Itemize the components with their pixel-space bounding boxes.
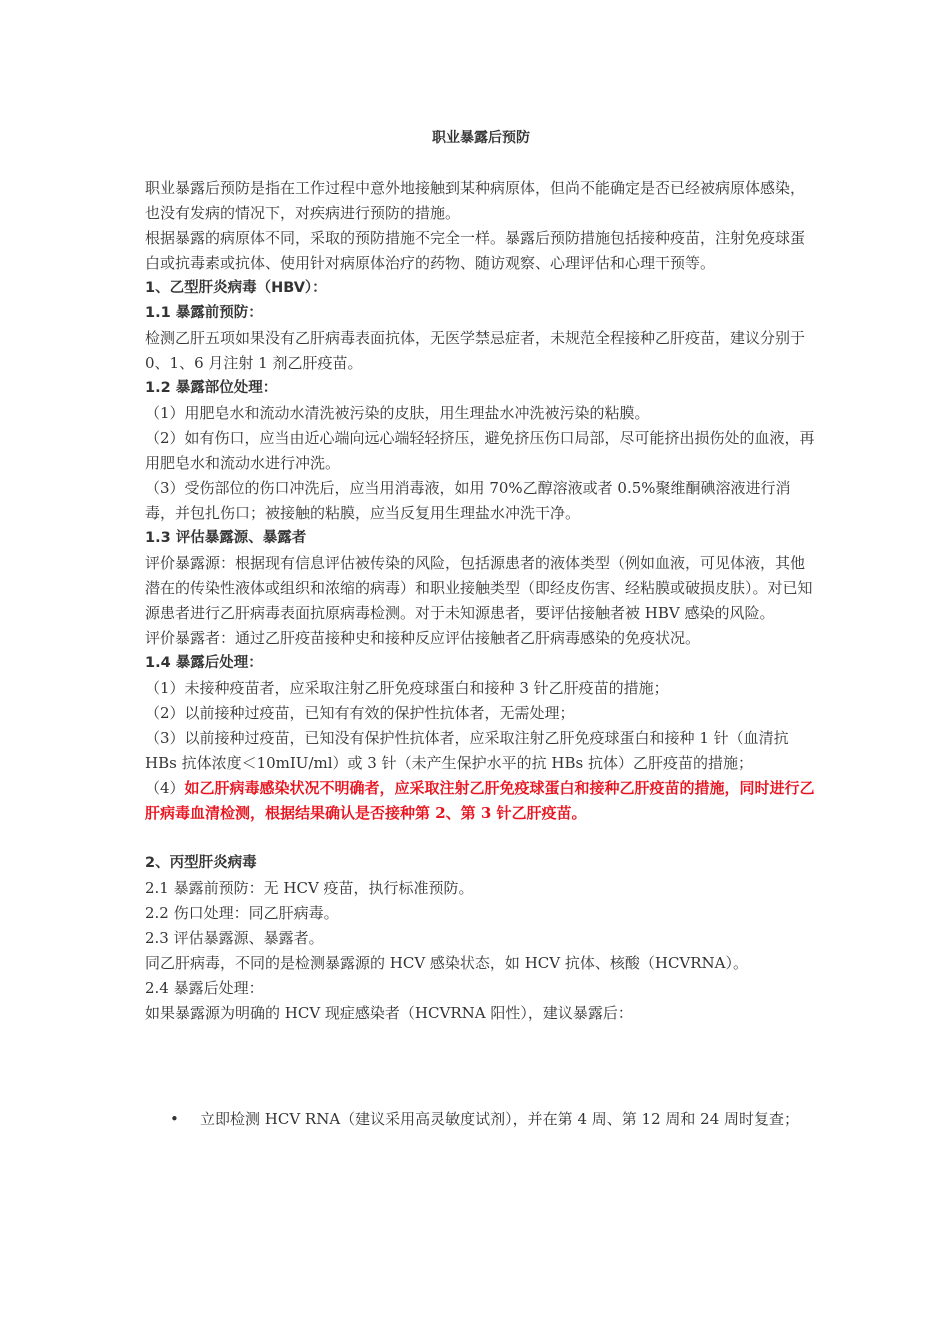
hcv-line-2-3-detail: 同乙肝病毒，不同的是检测暴露源的 HCV 感染状态，如 HCV 抗体、核酸（HCVRNA）。 [145, 954, 748, 972]
hcv-line-2-3: 2.3 评估暴露源、暴露者。 [145, 929, 324, 947]
hcv-bullet-list [145, 1106, 817, 1132]
hcv-line-2-2: 2.2 伤口处理：同乙肝病毒。 [145, 904, 339, 922]
list-item-text: 立即检测 HCV RNA（建议采用高灵敏度试剂），并在第 4 周、第 12 周和 24 周时复查； [200, 1110, 800, 1128]
subsection-1-4-item-2: （2）以前接种过疫苗，已知有有效的保护性抗体者，无需处理； [145, 704, 575, 722]
subsection-1-4-item-1: （1）未接种疫苗者，应采取注射乙肝免疫球蛋白和接种 3 针乙肝疫苗的措施； [145, 679, 669, 697]
subsection-1-2-item-2: （2）如有伤口，应当由近心端向远心端轻轻挤压，避免挤压伤口局部，尽可能挤出损伤处的血液，再用肥皂水和流动水进行冲洗。 [145, 429, 815, 472]
subsection-1-1-heading: 1.1 暴露前预防： [145, 305, 263, 321]
intro-paragraph-2: 根据暴露的病原体不同，采取的预防措施不完全一样。暴露后预防措施包括接种疫苗，注射免疫球蛋白或抗毒素或抗体、使用针对病原体治疗的药物、随访观察、心理评估和心理干预等。 [145, 229, 806, 272]
document-page [145, 128, 817, 1132]
subsection-1-4-item-4 [145, 776, 817, 826]
document-title: 职业暴露后预防 [432, 130, 530, 146]
subsection-1-4-item-3: （3）以前接种过疫苗，已知没有保护性抗体者，应采取注射乙肝免疫球蛋白和接种 1 针（血清抗 HBs 抗体浓度＜10mIU/ml）或 3 针（未产生保护水平的抗 HBs 抗体）乙肝疫苗的措施； [145, 729, 789, 772]
subsection-1-1-text: 检测乙肝五项如果没有乙肝病毒表面抗体，无医学禁忌症者，未规范全程接种乙肝疫苗，建议分别于 0、1、6 月注射 1 剂乙肝疫苗。 [145, 329, 806, 372]
hcv-line-2-1: 2.1 暴露前预防：无 HCV 疫苗，执行标准预防。 [145, 879, 474, 897]
subsection-1-3-item-1: 评价暴露源：根据现有信息评估被传染的风险，包括源患者的液体类型（例如血液，可见体液，其他潜在的传染性液体或组织和浓缩的病毒）和职业接触类型（即经皮伤害、经粘膜或破损皮肤）。对已知源患者进行乙肝病毒表面抗原病毒检测。对于未知源患者，要评估接触者被 HBV 感染的风险。 [145, 554, 813, 622]
bullet-dot-icon: • [170, 1110, 179, 1128]
intro-paragraph-1: 职业暴露后预防是指在工作过程中意外地接触到某种病原体，但尚不能确定是否已经被病原体感染，也没有发病的情况下，对疾病进行预防的措施。 [145, 179, 806, 222]
subsection-1-3-heading: 1.3 评估暴露源、暴露者 [145, 530, 307, 546]
list-item [145, 1106, 817, 1132]
subsection-1-2-item-3: （3）受伤部位的伤口冲洗后，应当用消毒液，如用 70%乙醇溶液或者 0.5%聚维酮碘溶液进行消毒，并包扎伤口；被接触的粘膜，应当反复用生理盐水冲洗干净。 [145, 479, 791, 522]
section-hcv-heading: 2、丙型肝炎病毒 [145, 855, 257, 871]
subsection-1-2-item-1: （1）用肥皂水和流动水清洗被污染的皮肤，用生理盐水冲洗被污染的粘膜。 [145, 404, 650, 422]
item-4-highlight: 如乙肝病毒感染状况不明确者，应采取注射乙肝免疫球蛋白和接种乙肝疫苗的措施，同时进行乙肝病毒血清检测，根据结果确认是否接种第 2、第 3 针乙肝疫苗。 [145, 779, 815, 822]
section-hbv-heading: 1、乙型肝炎病毒（HBV）： [145, 280, 327, 296]
subsection-1-2-heading: 1.2 暴露部位处理： [145, 380, 278, 396]
spacer [145, 826, 817, 851]
item-4-prefix: （4） [145, 779, 185, 797]
subsection-1-4-heading: 1.4 暴露后处理： [145, 655, 263, 671]
subsection-1-3-item-2: 评价暴露者：通过乙肝疫苗接种史和接种反应评估接触者乙肝病毒感染的免疫状况。 [145, 629, 701, 647]
hcv-line-2-4-detail: 如果暴露源为明确的 HCV 现症感染者（HCVRNA 阳性），建议暴露后： [145, 1004, 633, 1022]
hcv-line-2-4: 2.4 暴露后处理： [145, 979, 264, 997]
